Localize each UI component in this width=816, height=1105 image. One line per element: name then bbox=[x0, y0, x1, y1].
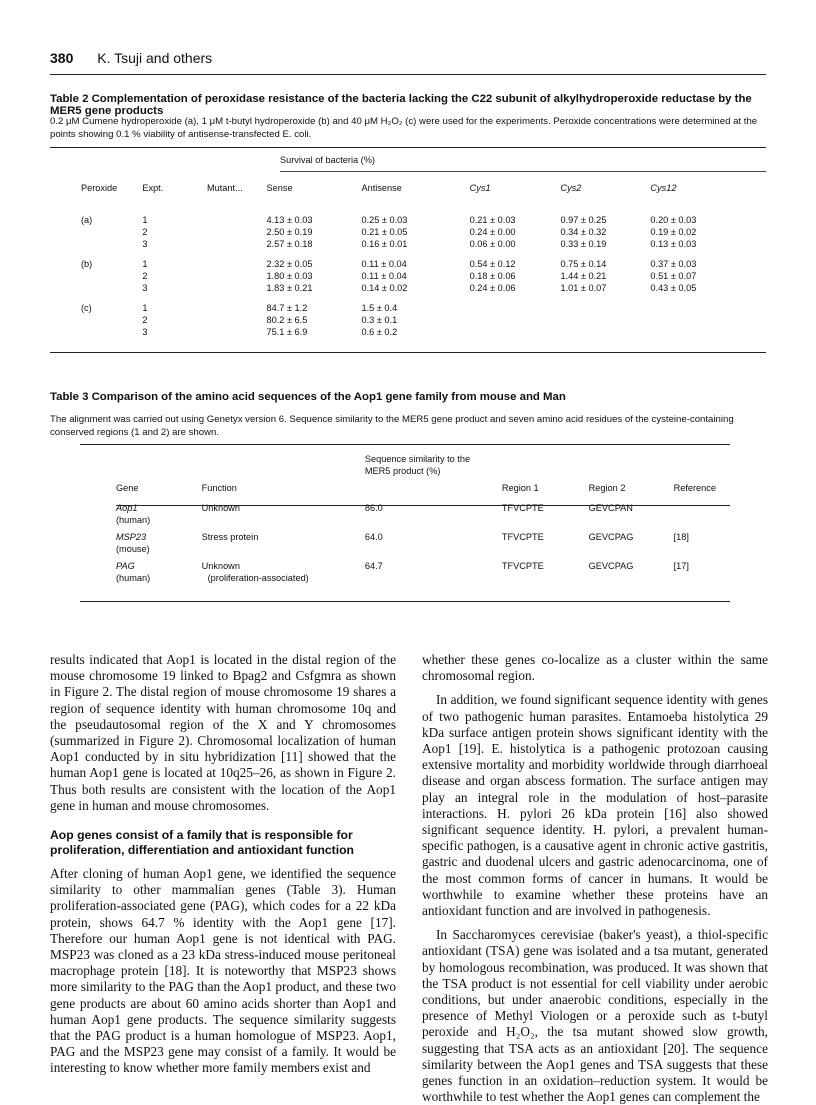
table-cell-region2 bbox=[589, 555, 674, 584]
col-function: Function bbox=[201, 483, 237, 493]
table-cell-mutant bbox=[207, 271, 267, 283]
table3 bbox=[116, 453, 716, 584]
left-paragraph-1: results indicated that Aop1 is located in the distal region of the mouse chromosome 19 linked to Bpag2 and Csfgmra as shown in Figure 2. The distal region of mouse chromosome 19 shares a region of sequence identity with human chromosome 10q and the pseudautosomal region of the X and Y chromosomes (summarized in Figure 2). Chromosomal localization of human Aop1 conducted by in situ hybridization [11] showed that the human Aop1 gene is located at 10q25–26, as shown in Figure 2. Thus both results are consistent with the location of the Aop1 gene in human and mouse chromosomes. bbox=[50, 652, 396, 813]
right-paragraph-2: In Saccharomyces cerevisiae (baker's yeast), a thiol-specific antioxidant (TSA) gene was isolated and a tsa mutant, generated by homologous recombination, was produced. It was shown that the TSA product is not essential for cell viability under aerobic conditions, but under anaerobic conditions, especially in the presence of Methyl Viologen or a peroxide such as t-butyl peroxide and H₂O₂, the tsa mutant showed slow growth, suggesting that TSA acts as an antioxidant [20]. The sequence similarity between the Aop1 genes and TSA suggests that these genes function in an oxidation–reduction system. It would be worthwhile to test whether the Aop1 genes can complement the bbox=[422, 927, 768, 1105]
table-cell-cys1 bbox=[470, 327, 561, 339]
table2-caption: Table 2 Complementation of peroxidase resistance of the bacteria lacking the C22 subunit of alkylhydroperoxide reductase by the MER5 gene products bbox=[50, 93, 752, 117]
table-cell-cys1: 0.21 ± 0.03 bbox=[469, 215, 516, 225]
col-cys2: Cys2 bbox=[560, 183, 582, 193]
table-cell-sense: 2.32 ± 0.05 bbox=[266, 259, 313, 269]
table-row bbox=[81, 239, 721, 251]
col-gene: Gene bbox=[116, 483, 139, 493]
table-cell-cys12 bbox=[650, 327, 721, 339]
table3-caption: Table 3 Comparison of the amino acid sequences of the Aop1 gene family from mouse and Man bbox=[50, 391, 566, 403]
table-cell-expt: 1 bbox=[142, 259, 148, 269]
cell-similarity: 64.0 bbox=[364, 532, 383, 542]
table-cell-cys2 bbox=[560, 315, 650, 327]
table-cell-expt: 3 bbox=[142, 239, 148, 249]
cell-gene: Aop1 bbox=[116, 503, 138, 513]
table-cell-cys2: 1.44 ± 0.21 bbox=[560, 271, 607, 281]
table-cell-sense: 75.1 ± 6.9 bbox=[266, 327, 308, 337]
cell-region1: TFVCPTE bbox=[501, 503, 544, 513]
table3-bottom-rule bbox=[80, 601, 730, 602]
running-header bbox=[50, 50, 212, 66]
table-row bbox=[81, 271, 721, 283]
table-cell-sense: 80.2 ± 6.5 bbox=[266, 315, 308, 325]
table-cell-function bbox=[202, 526, 365, 555]
table-cell-region1 bbox=[502, 493, 589, 526]
table-cell-mutant bbox=[207, 283, 267, 295]
running-title: K. Tsuji and others bbox=[97, 50, 213, 66]
table-cell-antisense: 0.3 ± 0.1 bbox=[361, 315, 398, 325]
table-cell-expt: 3 bbox=[142, 327, 148, 337]
header-rule bbox=[50, 74, 766, 75]
cell-gene: PAG bbox=[116, 561, 135, 571]
col-sense: Sense bbox=[266, 183, 293, 193]
table-cell-cys12: 0.51 ± 0.07 bbox=[650, 271, 697, 281]
table-row bbox=[116, 493, 716, 526]
table-cell-peroxide: (a) bbox=[81, 215, 93, 225]
cell-region2: GEVCPAG bbox=[588, 561, 634, 571]
table3-header-rule bbox=[116, 505, 730, 506]
row-spacer bbox=[81, 251, 721, 259]
cell-region2: GEVCPAG bbox=[588, 532, 634, 542]
row-spacer bbox=[81, 295, 721, 303]
section-heading: Aop genes consist of a family that is responsible for proliferation, differentiation and antioxidant function bbox=[50, 828, 355, 858]
table-cell-antisense: 1.5 ± 0.4 bbox=[361, 303, 398, 313]
table-cell-antisense: 0.6 ± 0.2 bbox=[361, 327, 398, 337]
table-cell-sense: 2.50 ± 0.19 bbox=[266, 227, 313, 237]
table2-group-rule bbox=[280, 171, 766, 172]
table-cell-cys2: 0.75 ± 0.14 bbox=[560, 259, 607, 269]
cell-species: (mouse) bbox=[116, 543, 150, 554]
cell-function: Unknown bbox=[201, 561, 240, 571]
table-cell-mutant bbox=[207, 239, 267, 251]
table-cell-antisense: 0.11 ± 0.04 bbox=[361, 271, 407, 281]
table-cell-mutant bbox=[207, 215, 267, 227]
table2-top-rule bbox=[50, 147, 766, 148]
table-cell-antisense: 0.11 ± 0.04 bbox=[361, 259, 407, 269]
table-cell-reference bbox=[674, 555, 716, 584]
table-cell-cys2: 0.34 ± 0.32 bbox=[560, 227, 607, 237]
table-cell-peroxide bbox=[81, 327, 142, 339]
table-cell-mutant bbox=[207, 315, 267, 327]
table2-header-row bbox=[81, 183, 721, 215]
table-cell-region1 bbox=[502, 526, 589, 555]
table-cell-expt: 1 bbox=[142, 303, 148, 313]
cell-reference: [17] bbox=[673, 561, 689, 571]
table-cell-cys1 bbox=[470, 303, 561, 315]
table-cell-cys12: 0.20 ± 0.03 bbox=[650, 215, 697, 225]
page-number: 380 bbox=[50, 50, 74, 66]
table-cell-cys12: 0.19 ± 0.02 bbox=[650, 227, 697, 237]
table-cell-cys12 bbox=[650, 315, 721, 327]
right-column bbox=[422, 652, 768, 1105]
table-cell-sense: 84.7 ± 1.2 bbox=[266, 303, 308, 313]
cell-species: (human) bbox=[116, 572, 151, 583]
table-row bbox=[81, 259, 721, 271]
table-cell-antisense: 0.21 ± 0.05 bbox=[361, 227, 408, 237]
table-row bbox=[81, 315, 721, 327]
table-cell-similarity bbox=[365, 526, 502, 555]
left-column bbox=[50, 652, 396, 1077]
table-cell-function bbox=[202, 493, 365, 526]
table-cell-cys2: 0.97 ± 0.25 bbox=[560, 215, 607, 225]
table-row bbox=[81, 215, 721, 227]
table-row bbox=[81, 327, 721, 339]
table-cell-cys1: 0.24 ± 0.06 bbox=[469, 283, 516, 293]
cell-region2: GEVCPAN bbox=[588, 503, 633, 513]
table-cell-similarity bbox=[365, 555, 502, 584]
table-cell-cys2 bbox=[560, 303, 650, 315]
cell-similarity: 86.0 bbox=[364, 503, 383, 513]
table-cell-mutant bbox=[207, 327, 267, 339]
table-cell-similarity bbox=[365, 493, 502, 526]
table-cell-cys1: 0.54 ± 0.12 bbox=[469, 259, 516, 269]
table-cell-antisense: 0.25 ± 0.03 bbox=[361, 215, 408, 225]
table-cell-mutant bbox=[207, 227, 267, 239]
table-cell-peroxide bbox=[81, 283, 142, 295]
table-cell-expt: 1 bbox=[142, 215, 148, 225]
table-cell-peroxide bbox=[81, 239, 142, 251]
table-cell-expt: 2 bbox=[142, 315, 148, 325]
table-cell-reference bbox=[674, 526, 716, 555]
col-cys1: Cys1 bbox=[469, 183, 491, 193]
table-cell-antisense: 0.14 ± 0.02 bbox=[361, 283, 408, 293]
right-paragraph-0: whether these genes co-localize as a cluster within the same chromosomal region. bbox=[422, 652, 768, 684]
table-cell-region2 bbox=[589, 493, 674, 526]
table-cell-cys2: 0.33 ± 0.19 bbox=[560, 239, 607, 249]
table-cell-mutant bbox=[207, 303, 267, 315]
table-cell-gene bbox=[116, 555, 202, 584]
table-cell-cys1: 0.06 ± 0.00 bbox=[469, 239, 516, 249]
cell-function: Stress protein bbox=[201, 532, 259, 542]
table-cell-sense: 2.57 ± 0.18 bbox=[266, 239, 313, 249]
col-region1: Region 1 bbox=[501, 483, 539, 493]
table-cell-cys2 bbox=[560, 327, 650, 339]
table-cell-expt: 3 bbox=[142, 283, 148, 293]
table-cell-cys1 bbox=[470, 315, 561, 327]
table-cell-cys1: 0.24 ± 0.00 bbox=[469, 227, 516, 237]
table-cell-cys12: 0.37 ± 0.03 bbox=[650, 259, 697, 269]
table-cell-peroxide: (c) bbox=[81, 303, 92, 313]
table-cell-gene bbox=[116, 526, 202, 555]
table3-header-row bbox=[116, 453, 716, 493]
table-row bbox=[81, 303, 721, 315]
table-cell-region2 bbox=[589, 526, 674, 555]
table-cell-reference bbox=[674, 493, 716, 526]
table-cell-gene bbox=[116, 493, 202, 526]
table-cell-region1 bbox=[502, 555, 589, 584]
table-cell-expt: 2 bbox=[142, 227, 148, 237]
table3-note: The alignment was carried out using Genetyx version 6. Sequence similarity to the MER5 gene product and seven amino acid residues of the cysteine-containing conserved regions (1 and 2) are shown. bbox=[50, 414, 734, 438]
table-cell-cys12: 0.43 ± 0.05 bbox=[650, 283, 697, 293]
table-cell-mutant bbox=[207, 259, 267, 271]
table-cell-sense: 1.83 ± 0.21 bbox=[266, 283, 313, 293]
cell-species: (human) bbox=[116, 514, 151, 525]
col-peroxide: Peroxide bbox=[81, 183, 118, 193]
col-reference: Reference bbox=[673, 483, 716, 493]
cell-similarity: 64.7 bbox=[364, 561, 383, 571]
right-paragraph-1: In addition, we found significant sequence identity with genes of two pathogenic human parasites. Entamoeba histolytica 29 kDa surface antigen protein shows significant identity with the Aop1 [19]. E. histolytica is a pathogenic protozoan causing extensive mortality and morbidity worldwide through diarrhoeal disease and organ abscess formation. The surface antigen may play an integral role in the modulation of host–parasite interactions. H. pylori 26 kDa protein [16] also showed significant sequence identity. H. pylori, a prevalent human-specific pathogen, is a causative agent in chronic active gastritis, gastric and duodenal ulcers and gastric adenocarcinoma, one of the most common forms of cancer in humans. It would be worthwhile to examine whether these proteins have an antioxidant function and are involved in pathogenesis. bbox=[422, 692, 768, 919]
table-row bbox=[116, 526, 716, 555]
table2-note: 0.2 μM Cumene hydroperoxide (a), 1 μM t-butyl hydroperoxide (b) and 40 μM H₂O₂ (c) were used for the experiments. Peroxide concentrations were determined at the points showing 0.1 % viability of antisense-transfected E. coli. bbox=[50, 116, 758, 140]
table-cell-cys2: 1.01 ± 0.07 bbox=[560, 283, 607, 293]
table-cell-sense: 4.13 ± 0.03 bbox=[266, 215, 313, 225]
cell-gene: MSP23 bbox=[116, 532, 147, 542]
col-antisense: Antisense bbox=[361, 183, 402, 193]
cell-region1: TFVCPTE bbox=[501, 561, 544, 571]
table-cell-function bbox=[202, 555, 365, 584]
col-region2: Region 2 bbox=[588, 483, 626, 493]
table-cell-peroxide bbox=[81, 315, 142, 327]
table2-bottom-rule bbox=[50, 352, 766, 353]
table-cell-peroxide bbox=[81, 271, 142, 283]
table-cell-cys12 bbox=[650, 303, 721, 315]
table-cell-sense: 1.80 ± 0.03 bbox=[266, 271, 313, 281]
cell-function2: (proliferation-associated) bbox=[207, 572, 309, 583]
cell-function: Unknown bbox=[201, 503, 240, 513]
table-cell-expt: 2 bbox=[142, 271, 148, 281]
table-cell-cys12: 0.13 ± 0.03 bbox=[650, 239, 697, 249]
col-similarity: Sequence similarity to the MER5 product (%) bbox=[364, 454, 471, 476]
col-expt: Expt. bbox=[142, 183, 164, 193]
table-row bbox=[116, 555, 716, 584]
col-cys12: Cys12 bbox=[650, 183, 677, 193]
table-row bbox=[81, 227, 721, 239]
cell-region1: TFVCPTE bbox=[501, 532, 544, 542]
table2 bbox=[81, 183, 721, 339]
table-row bbox=[81, 283, 721, 295]
table3-top-rule bbox=[80, 444, 730, 445]
table2-group-header: Survival of bacteria (%) bbox=[280, 155, 375, 165]
cell-reference: [18] bbox=[673, 532, 689, 542]
table-cell-peroxide bbox=[81, 227, 142, 239]
left-paragraph-2: After cloning of human Aop1 gene, we identified the sequence similarity to other mammalian genes (Table 3). Human proliferation-associated gene (PAG), which codes for a 22 kDa protein, shows 64.7 % identity with the Aop1 gene [17]. Therefore our human Aop1 gene is not identical with PAG. MSP23 was cloned as a 23 kDa stress-induced mouse peritoneal macrophage protein [18]. It is noteworthy that MSP23 shows more similarity to the PAG than the Aop1 product, and these two gene products are about 60 amino acids shorter than Aop1 and human Aop1 gene products. The sequence similarity suggests that the PAG product is a human homologue of MSP23. Aop1, PAG and the MSP23 gene may consist of a family. It would be interesting to know whether more family members exist and bbox=[50, 866, 396, 1076]
table-cell-peroxide: (b) bbox=[81, 259, 93, 269]
table-cell-cys1: 0.18 ± 0.06 bbox=[469, 271, 516, 281]
table-cell-antisense: 0.16 ± 0.01 bbox=[361, 239, 408, 249]
col-mutant: Mutant... bbox=[206, 183, 243, 193]
